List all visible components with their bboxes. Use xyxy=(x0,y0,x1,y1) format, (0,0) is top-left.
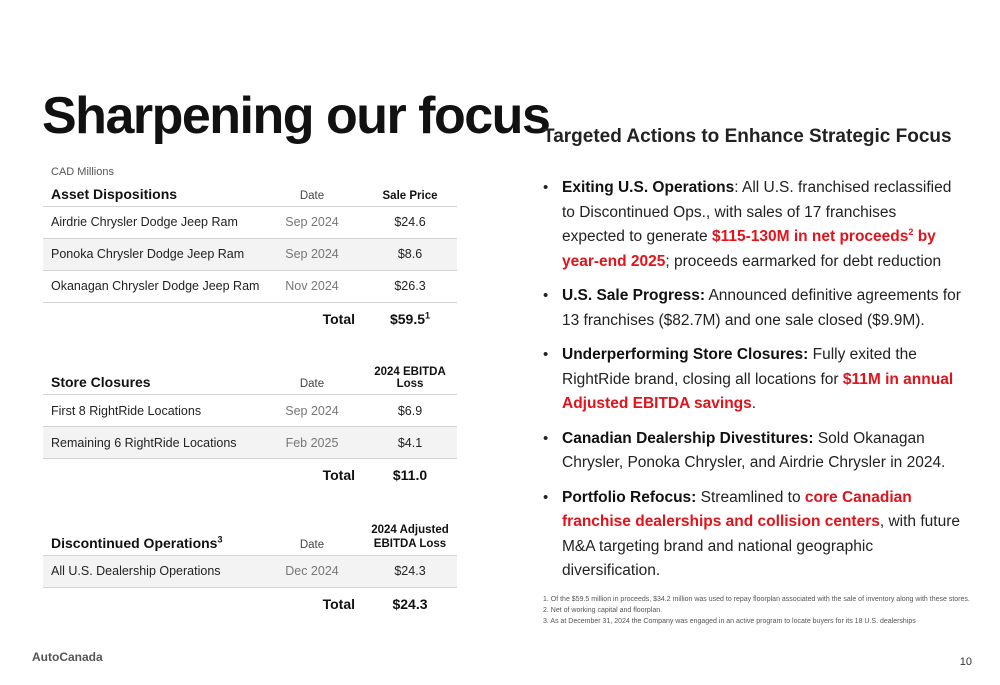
bullet-label: Exiting U.S. Operations xyxy=(562,179,735,196)
bullet-text: Streamlined to xyxy=(696,488,805,506)
total-row xyxy=(43,459,457,492)
row-date: Sep 2024 xyxy=(261,395,363,427)
footnote: 1. Of the $59.5 million in proceeds, $34.2 million was used to repay floorplan associated with the sale of inventory along with these stores. xyxy=(543,596,970,603)
bullet-highlight: $11M in annual Adjusted EBITDA savings xyxy=(562,370,954,412)
bullet-item xyxy=(543,343,963,417)
value-column-header: 2024 EBITDA Loss xyxy=(363,366,457,395)
row-name: Remaining 6 RightRide Locations xyxy=(43,427,261,459)
bullet-text: ; proceeds earmarked for debt reduction xyxy=(665,252,942,270)
section-header: Asset Dispositions xyxy=(43,180,261,206)
row-value: $8.6 xyxy=(363,238,457,270)
table-header-row xyxy=(43,180,457,206)
bullet-highlight: by year-end 2025 xyxy=(562,228,936,270)
bullet-text: . xyxy=(751,395,757,412)
total-label: Total xyxy=(322,310,355,327)
section-header: Discontinued Operations$^3$ xyxy=(43,521,261,555)
store-closures-table xyxy=(43,366,457,491)
row-value: $6.9 xyxy=(363,395,457,427)
total-value: $11.0 xyxy=(392,467,428,483)
total-row xyxy=(43,302,457,335)
row-date: Sep 2024 xyxy=(261,206,363,238)
bullet-list xyxy=(543,176,963,594)
bullet-text: Sold Okanagan Chrysler, Ponoka Chrysler, and Airdrie Chrysler in 2024. xyxy=(562,429,946,471)
unit-note: CAD Millions xyxy=(51,166,114,178)
row-name: Okanagan Chrysler Dodge Jeep Ram xyxy=(43,270,261,302)
bullet-text: Announced definitive agreements for 13 franchises ($82.7M) and one sale closed ($9.9M). xyxy=(562,287,961,329)
bullet-text: , with future M&A targeting brand and national geographic diversification. xyxy=(562,513,960,579)
total-label: Total xyxy=(322,595,355,612)
brand-name: AutoCanada xyxy=(32,650,103,664)
date-column-header: Date xyxy=(261,180,363,206)
bullet-icon: • xyxy=(543,429,549,447)
table-row xyxy=(43,270,457,302)
footnotes xyxy=(543,594,993,627)
total-label: Total xyxy=(322,467,355,483)
table-row xyxy=(43,427,457,459)
value-column-header: 2024 Adjusted EBITDA Loss xyxy=(363,521,457,555)
row-value: $24.6 xyxy=(363,206,457,238)
total-value: $24.3 xyxy=(392,595,428,612)
bullet-item xyxy=(543,486,963,584)
footnote-marker: 1 xyxy=(425,309,431,320)
row-name: All U.S. Dealership Operations xyxy=(43,555,261,587)
footnote-marker: 3 xyxy=(217,533,223,544)
row-date: Feb 2025 xyxy=(261,427,363,459)
bullet-label: Underperforming Store Closures: xyxy=(562,346,809,363)
footnote: 2. Net of working capital and floorplan. xyxy=(543,607,663,614)
bullet-icon: • xyxy=(543,346,549,363)
date-column-header: Date xyxy=(261,521,363,555)
bullet-text: : All U.S. franchised reclassified to Discontinued Ops., with sales of 17 franchises expected to generate xyxy=(562,179,952,245)
bullet-item xyxy=(543,427,963,476)
bullet-icon: • xyxy=(543,488,549,506)
discontinued-operations-table xyxy=(43,521,457,620)
page-number: 10 xyxy=(959,656,972,668)
total-value: $59.5$^1$ xyxy=(389,309,431,327)
bullet-highlight: $115-130M in net proceeds xyxy=(711,228,909,245)
bullet-highlight: core Canadian franchise dealerships and collision centers xyxy=(562,488,912,530)
table-row xyxy=(43,206,457,238)
bullet-item xyxy=(543,284,963,333)
section-header: Store Closures xyxy=(43,366,261,395)
row-name: Ponoka Chrysler Dodge Jeep Ram xyxy=(43,238,261,270)
bullet-text: Fully exited the RightRide brand, closing all locations for xyxy=(562,346,917,388)
row-date: Nov 2024 xyxy=(261,270,363,302)
table-row xyxy=(43,238,457,270)
bullet-icon: • xyxy=(543,179,549,196)
row-name: Airdrie Chrysler Dodge Jeep Ram xyxy=(43,206,261,238)
row-date: Dec 2024 xyxy=(261,555,363,587)
table-header-row xyxy=(43,521,457,555)
row-name: First 8 RightRide Locations xyxy=(43,395,261,427)
section-title: Targeted Actions to Enhance Strategic Focus xyxy=(543,126,952,147)
footnote: 3. As at December 31, 2024 the Company was engaged in an active program to locate buyers for its 18 U.S. dealerships xyxy=(543,618,916,625)
bullet-icon: • xyxy=(543,287,549,304)
total-row xyxy=(43,587,457,620)
row-value: $26.3 xyxy=(363,270,457,302)
bullet-item xyxy=(543,176,963,274)
date-column-header: Date xyxy=(261,366,363,395)
row-value: $24.3 xyxy=(363,555,457,587)
table-row xyxy=(43,555,457,587)
bullet-label: Portfolio Refocus: xyxy=(562,488,697,506)
value-column-header: Sale Price xyxy=(363,180,457,206)
table-row xyxy=(43,395,457,427)
footnote-marker: 2 xyxy=(908,226,914,237)
asset-dispositions-table xyxy=(43,180,457,335)
page-title: Sharpening our focus xyxy=(42,87,550,145)
table-header-row xyxy=(43,366,457,395)
row-value: $4.1 xyxy=(363,427,457,459)
bullet-label: U.S. Sale Progress: xyxy=(562,287,706,304)
row-date: Sep 2024 xyxy=(261,238,363,270)
bullet-label: Canadian Dealership Divestitures: xyxy=(562,429,814,447)
